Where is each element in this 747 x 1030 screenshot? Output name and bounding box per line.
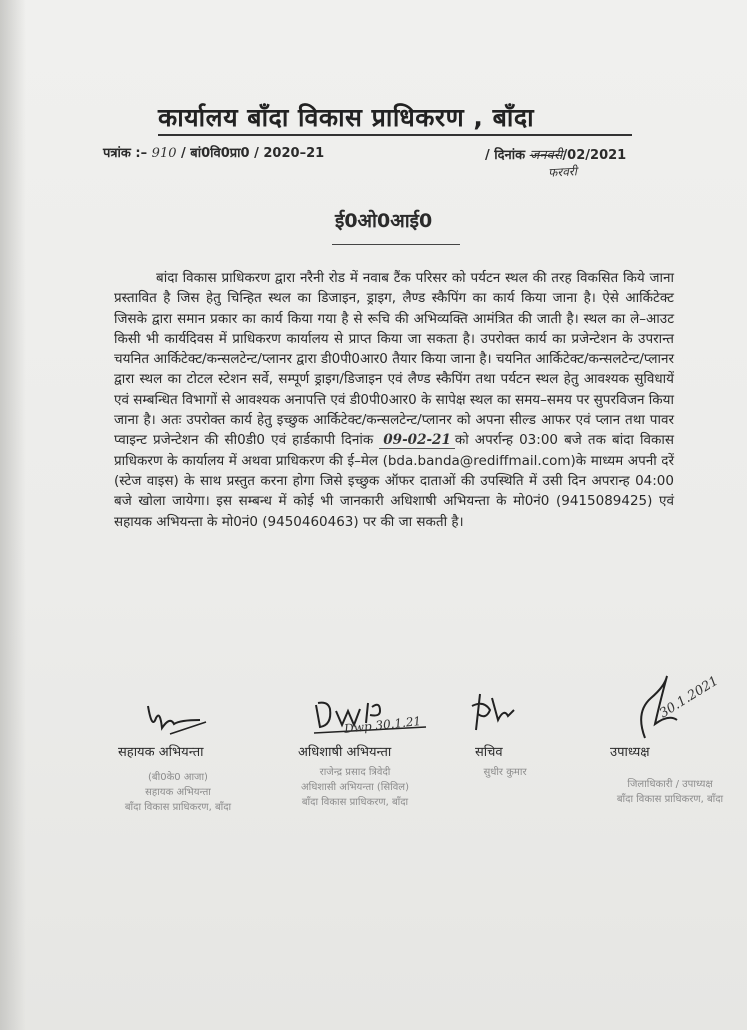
title-underline bbox=[158, 134, 632, 136]
office-title: कार्यालय बाँदा विकास प्राधिकरण , बाँदा bbox=[158, 103, 535, 132]
faded-stamp bbox=[265, 650, 535, 686]
date-line bbox=[485, 145, 626, 163]
body-part-2: को अपर्रान्ह 03:00 बजे तक बांदा विकास प्राधिकरण के कार्यालय में अथवा प्राधिकरण की ई–मेल (bda.banda@rediffmail.com)के माध्यम अपनी दरें (स्टेज वाइस) के साथ प्रस्तुत करना होगा जिसे इच्छुक ऑफर दाताओं की उपस्थिति में उसी दिन अपरान्ह 04:00 बजे खोला जायेगा। इस सम्बन्ध में कोई भी जानकारी अधिशाषी अभियन्ता के मो0नं0 (9415089425) एवं सहायक अभियन्ता के मो0नं0 (9450460463) पर की जा सकती है। bbox=[114, 432, 674, 530]
page-edge-shadow bbox=[0, 0, 26, 1030]
handwritten-month: फरवरी bbox=[547, 164, 578, 180]
date-struck-month: जनवरी bbox=[529, 148, 563, 163]
body-part-1: बांदा विकास प्राधिकरण द्वारा नरैनी रोड में नवाब टैंक परिसर को पर्यटन स्थल की तरह विकसित किये जाना प्रस्तावित है जिस हेतु चिन्हित स्थल का डिजाइन, ड्राइग, लैण्ड स्कैपिंग का कार्य किया जाना है। ऐसे आर्किटेक्ट जिसके द्वारा समान प्रकार का कार्य किया गया है से रूचि की अभिव्यक्ति आमंत्रित की जाती है। स्थल का ले–आउट किसी भी कार्यदिवस में प्राधिकरण कार्यालय से प्राप्त किया जा सकता है। उपरोक्त कार्य का प्रजेन्टेशन के उपरान्त चयनित आर्किटेक्ट/कन्सलटेन्ट/प्लानर द्वारा डी0पी0आर0 तैयार किया जाना है। चयनित आर्किटेक्ट/कन्सलटेन्ट/प्लानर द्वारा स्थल का टोटल स्टेशन सर्वे, सम्पूर्ण ड्राइग/डिजाइन एवं लैण्ड स्कैपिंग तथा पर्यटन स्थल हेतु आवश्यक सुविधायें एवं सम्बन्धित विभागों से आवश्यक अनापत्ति एवं डी0पी0आर0 के सापेक्ष स्थल का समय–समय पर सुपरविजन किया जाना है। अतः उपरोक्त कार्य हेतु इच्छुक आर्किटेक्ट/कन्सलटेन्ट/प्लानर को अपना सील्ड आफर एवं प्लान तथा पावर प्वाइन्ट प्रजेन्टेशन की सी0डी0 एवं हार्डकापी दिनांक bbox=[114, 270, 674, 449]
handwritten-submission-date: 09-02-21 bbox=[379, 432, 455, 449]
ref-label: पत्रांक :– bbox=[103, 146, 148, 161]
signature-secretary bbox=[468, 690, 518, 738]
sig-block-asst-engineer: (बी0के0 आजा) सहायक अभियन्ता बाँदा विकास प्राधिकरण, बाँदा bbox=[124, 772, 232, 813]
ref-code: / बां0वि0प्रा0 / 2020–21 bbox=[181, 146, 325, 161]
date-label: / दिनांक bbox=[485, 148, 526, 163]
subject-heading: ई0ओ0आई0 bbox=[335, 210, 433, 232]
subject-underline bbox=[332, 244, 460, 245]
ref-number: 910 bbox=[151, 146, 177, 161]
sig-block-secretary: सुधीर कुमार bbox=[483, 767, 527, 778]
reference-line bbox=[103, 143, 324, 161]
sig-title-exec-engineer: अधिशाषी अभियन्ता bbox=[298, 745, 392, 760]
notice-body bbox=[114, 268, 674, 532]
sig-title-asst-engineer: सहायक अभियन्ता bbox=[118, 745, 204, 760]
signature-asst-engineer bbox=[140, 700, 210, 740]
sig-title-secretary: सचिव bbox=[475, 745, 503, 760]
vice-chairman-hand-date: 30.1.2021 bbox=[657, 673, 722, 722]
sig-title-vice-chairman: उपाध्यक्ष bbox=[610, 745, 650, 760]
sig-block-vice-chairman: जिलाधिकारी / उपाध्यक्ष बाँदा विकास प्राधिकरण, बाँदा bbox=[616, 779, 724, 805]
date-rest: /02/2021 bbox=[562, 148, 627, 163]
exec-engineer-hand-date: Dwp 30.1.21 bbox=[343, 714, 422, 736]
sig-block-exec-engineer: राजेन्द्र प्रसाद त्रिवेदी अधिशासी अभियन्ता (सिविल) बाँदा विकास प्राधिकरण, बाँदा bbox=[301, 767, 409, 808]
